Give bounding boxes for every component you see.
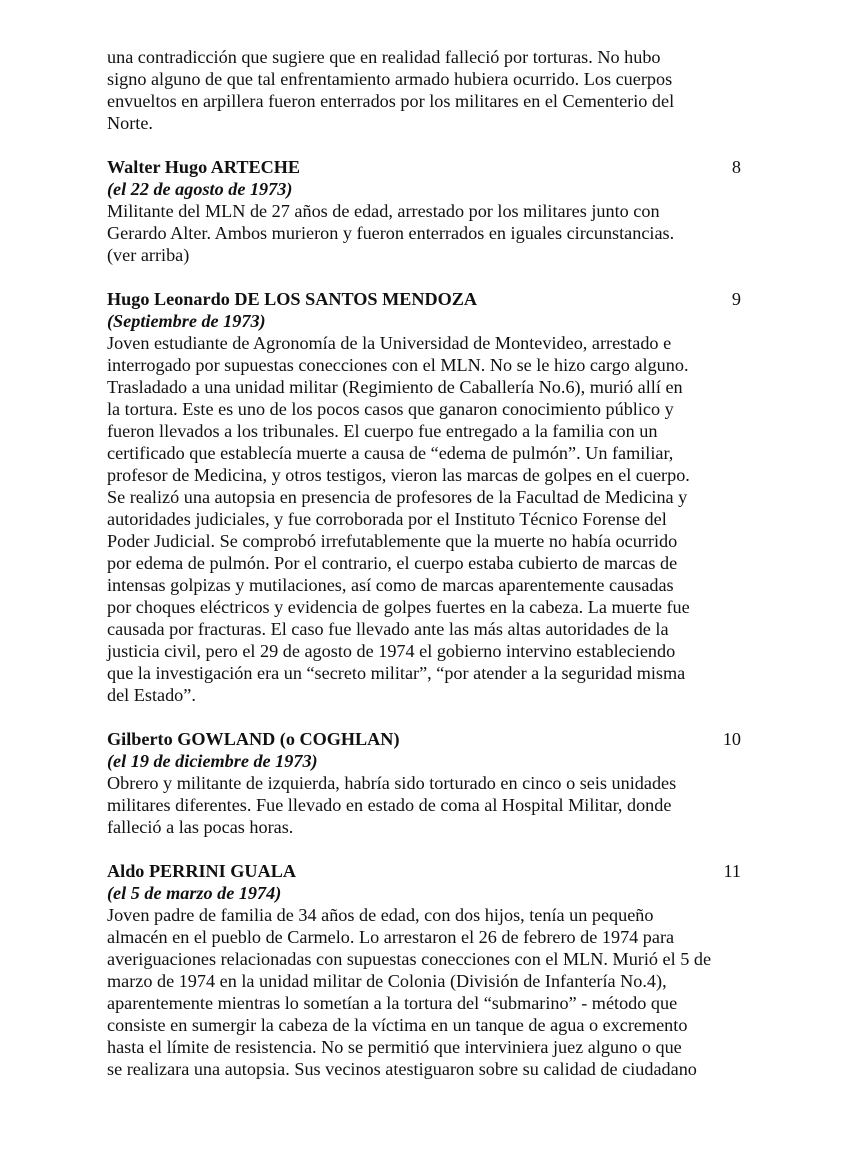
text-line: Norte. <box>107 113 153 133</box>
text-line: justicia civil, pero el 29 de agosto de 1974 el gobierno intervino estableciendo <box>107 641 676 661</box>
entry-body <box>107 904 767 1080</box>
text-line: almacén en el pueblo de Carmelo. Lo arrestaron el 26 de febrero de 1974 para <box>107 927 675 947</box>
intro-paragraph <box>107 46 767 134</box>
entry-number: 11 <box>723 861 741 881</box>
text-line: que la investigación era un “secreto militar”, “por atender a la seguridad misma <box>107 663 686 683</box>
text-line: profesor de Medicina, y otros testigos, vieron las marcas de golpes en el cuerpo. <box>107 465 690 485</box>
text-line: envueltos en arpillera fueron enterrados por los militares en el Cementerio del <box>107 91 675 111</box>
victim-name: Gilberto GOWLAND (o COGHLAN) <box>107 729 400 749</box>
text-line: una contradicción que sugiere que en realidad falleció por torturas. No hubo <box>107 47 661 67</box>
text-line: intensas golpizas y mutilaciones, así como de marcas aparentemente causadas <box>107 575 674 595</box>
text-line: (ver arriba) <box>107 245 190 265</box>
entry-date: (el 22 de agosto de 1973) <box>107 179 293 199</box>
text-line: Trasladado a una unidad militar (Regimiento de Caballería No.6), murió allí en <box>107 377 683 397</box>
victim-entry <box>107 288 767 706</box>
victim-entry <box>107 728 767 838</box>
victim-name: Walter Hugo ARTECHE <box>107 157 301 177</box>
entry-heading <box>107 860 767 882</box>
text-line: Obrero y militante de izquierda, habría sido torturado en cinco o seis unidades <box>107 773 677 793</box>
text-line: Militante del MLN de 27 años de edad, arrestado por los militares junto con <box>107 201 660 221</box>
victim-entry <box>107 156 767 266</box>
text-line: del Estado”. <box>107 685 196 705</box>
text-line: por edema de pulmón. Por el contrario, el cuerpo estaba cubierto de marcas de <box>107 553 678 573</box>
entry-heading <box>107 728 767 750</box>
text-line: averiguaciones relacionadas con supuestas conecciones con el MLN. Murió el 5 de <box>107 949 712 969</box>
text-line: autoridades judiciales, y fue corroborada por el Instituto Técnico Forense del <box>107 509 667 529</box>
text-line: marzo de 1974 en la unidad militar de Colonia (División de Infantería No.4), <box>107 971 667 991</box>
text-line: falleció a las pocas horas. <box>107 817 294 837</box>
text-line: signo alguno de que tal enfrentamiento armado hubiera ocurrido. Los cuerpos <box>107 69 673 89</box>
text-line: interrogado por supuestas conecciones con el MLN. No se le hizo cargo alguno. <box>107 355 689 375</box>
victim-entry <box>107 860 767 1080</box>
text-line: causada por fracturas. El caso fue llevado ante las más altas autoridades de la <box>107 619 669 639</box>
entry-date: (el 19 de diciembre de 1973) <box>107 751 318 771</box>
entry-body <box>107 772 767 838</box>
text-line: fueron llevados a los tribunales. El cuerpo fue entregado a la familia con un <box>107 421 658 441</box>
entry-number: 8 <box>731 157 741 177</box>
text-line: militares diferentes. Fue llevado en estado de coma al Hospital Militar, donde <box>107 795 672 815</box>
entry-number: 9 <box>731 289 741 309</box>
victim-name: Hugo Leonardo DE LOS SANTOS MENDOZA <box>107 289 478 309</box>
text-line: hasta el límite de resistencia. No se permitió que interviniera juez alguno o que <box>107 1037 682 1057</box>
text-line: Gerardo Alter. Ambos murieron y fueron enterrados en iguales circunstancias. <box>107 223 675 243</box>
text-line: Joven padre de familia de 34 años de edad, con dos hijos, tenía un pequeño <box>107 905 654 925</box>
entry-heading <box>107 288 767 310</box>
text-line: certificado que establecía muerte a causa de “edema de pulmón”. Un familiar, <box>107 443 674 463</box>
text-line: aparentemente mientras lo sometían a la tortura del “submarino” - método que <box>107 993 678 1013</box>
document-page <box>107 46 767 1080</box>
text-line: consiste en sumergir la cabeza de la víctima en un tanque de agua o excremento <box>107 1015 688 1035</box>
entry-heading <box>107 156 767 178</box>
text-line: por choques eléctricos y evidencia de golpes fuertes en la cabeza. La muerte fue <box>107 597 690 617</box>
victim-name: Aldo PERRINI GUALA <box>107 861 296 881</box>
text-line: Joven estudiante de Agronomía de la Universidad de Montevideo, arrestado e <box>107 333 672 353</box>
text-line: se realizara una autopsia. Sus vecinos atestiguaron sobre su calidad de ciudadano <box>107 1059 697 1079</box>
entry-body <box>107 332 767 706</box>
text-line: la tortura. Este es uno de los pocos casos que ganaron conocimiento público y <box>107 399 674 419</box>
text-line: Poder Judicial. Se comprobó irrefutablemente que la muerte no había ocurrido <box>107 531 678 551</box>
entry-body <box>107 200 767 266</box>
entry-date: (Septiembre de 1973) <box>107 311 266 331</box>
text-line: Se realizó una autopsia en presencia de profesores de la Facultad de Medicina y <box>107 487 688 507</box>
entry-date: (el 5 de marzo de 1974) <box>107 883 282 903</box>
entry-number: 10 <box>722 729 741 749</box>
